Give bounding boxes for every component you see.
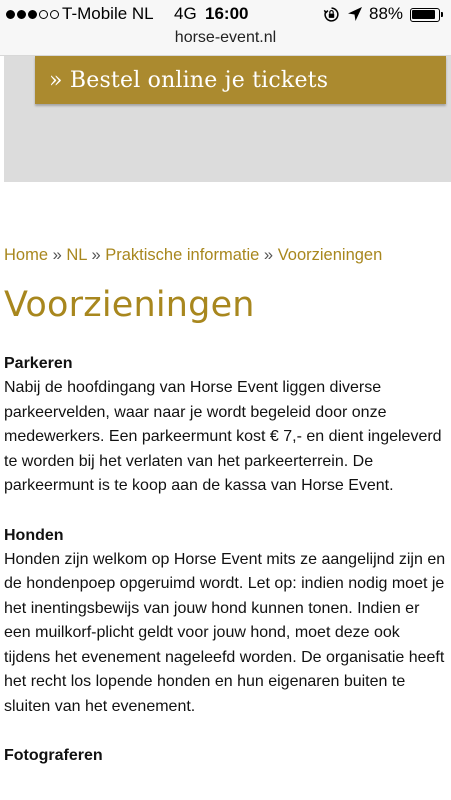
battery-percentage: 88% [369, 4, 404, 23]
location-arrow-icon [347, 6, 363, 22]
carrier-name: T-Mobile NL [62, 4, 154, 23]
breadcrumb [4, 240, 448, 270]
section-heading: Honden [4, 526, 64, 544]
section-text: Nabij de hoofdingang van Horse Event liggen diverse parkeervelden, waar naar je wordt begeleid door onze medewerkers. Een parkeermunt kost € 7,- en dient ingeleverd te worden bij het verlaten van het parkeerterrein. De parkeermunt is te koop aan de kassa van Horse Event. [4, 379, 442, 494]
breadcrumb-practical-info-link[interactable]: Praktische informatie [105, 246, 260, 264]
order-tickets-button[interactable]: » Bestel online je tickets [35, 56, 446, 104]
section-dogs [4, 524, 448, 720]
breadcrumb-separator: » [263, 246, 274, 264]
breadcrumb-nl-link[interactable]: NL [66, 246, 87, 264]
breadcrumb-separator: » [52, 246, 62, 264]
page-title: Voorzieningen [4, 285, 255, 325]
address-bar-url[interactable]: horse-event.nl [174, 29, 277, 46]
section-heading: Fotograferen [4, 747, 103, 764]
status-bar [0, 0, 451, 56]
network-type: 4G [174, 4, 197, 23]
section-parking [4, 352, 448, 499]
battery-fill [412, 10, 435, 19]
rotation-lock-icon [323, 6, 340, 23]
signal-strength-icon [6, 10, 59, 19]
section-photography [4, 744, 448, 768]
battery-icon [410, 8, 440, 22]
breadcrumb-separator: » [91, 246, 101, 264]
breadcrumb-home-link[interactable]: Home [4, 246, 49, 264]
breadcrumb-facilities-link[interactable]: Voorzieningen [277, 246, 383, 264]
section-text: Honden zijn welkom op Horse Event mits ze aangelijnd zijn en de hondenpoep opgeruimd wordt. Let op: indien nodig moet je het inentingsbewijs van jouw hond kunnen tonen. Indien er een muilkorf-plicht geldt voor jouw hond, moet deze ook tijdens het evenement nageleefd worden. De organisatie heeft het recht los lopende honden en hun eigenaren buiten te sluiten van het evenement. [4, 550, 446, 715]
ticket-banner [4, 56, 451, 182]
clock: 16:00 [205, 4, 249, 23]
main-content [4, 240, 448, 768]
section-heading: Parkeren [4, 355, 73, 372]
